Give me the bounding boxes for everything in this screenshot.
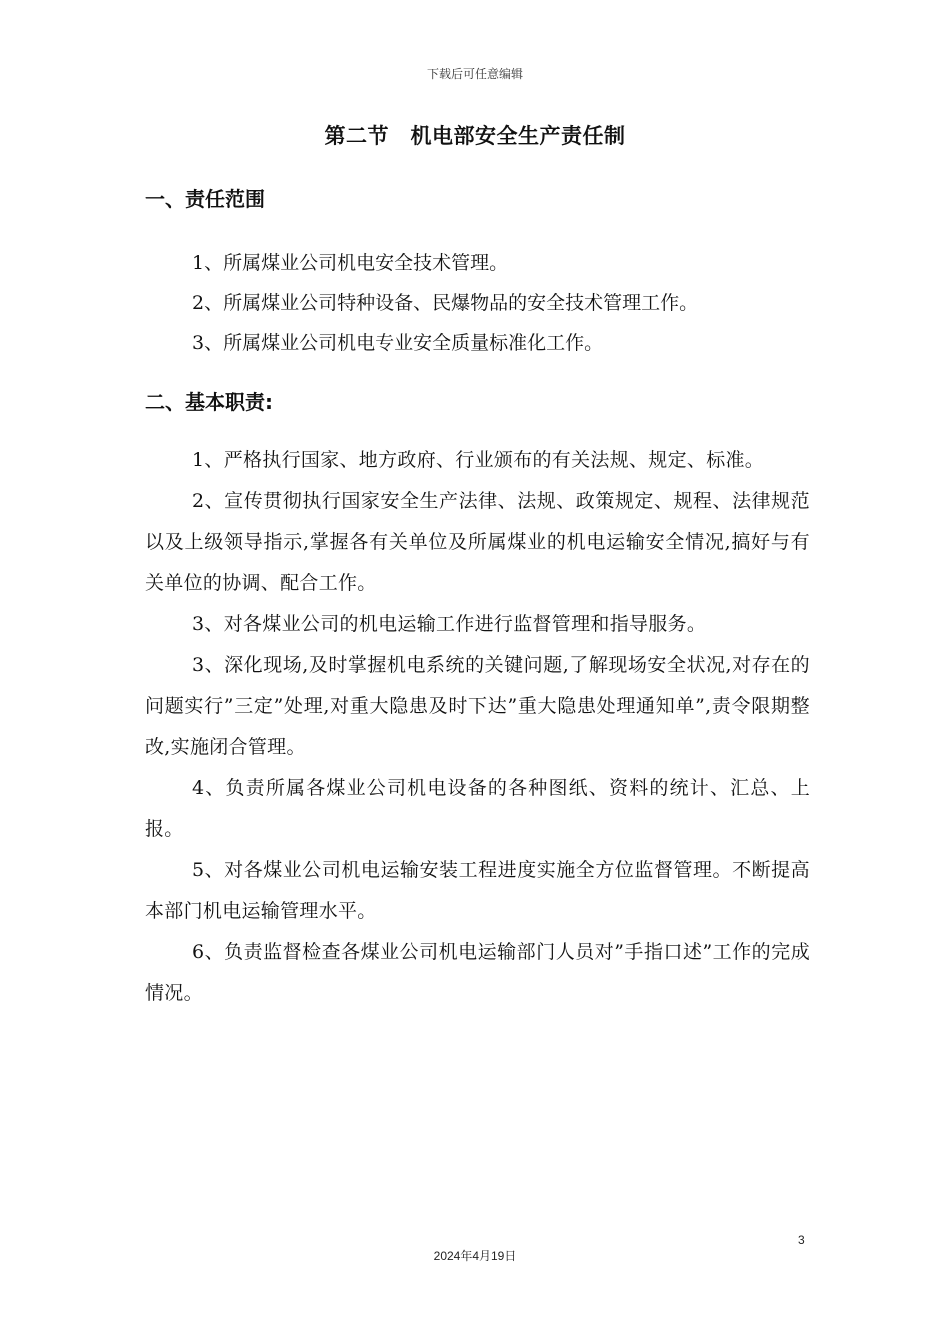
scope-item: 2、所属煤业公司特种设备、民爆物品的安全技术管理工作。 <box>192 292 699 314</box>
duty-list <box>145 440 810 1014</box>
scope-item: 1、所属煤业公司机电安全技术管理。 <box>192 252 509 274</box>
scope-list <box>145 243 815 363</box>
duty-item: 6、负责监督检查各煤业公司机电运输部门人员对”手指口述”工作的完成情况。 <box>145 941 810 1004</box>
document-title: 第二节 机电部安全生产责任制 <box>324 124 626 148</box>
duty-item: 4、负责所属各煤业公司机电设备的各种图纸、资料的统计、汇总、上报。 <box>145 777 810 840</box>
footer-date: 2024年4月19日 <box>433 1249 517 1263</box>
section-heading-duties: 二、基本职责: <box>145 390 273 414</box>
header-note: 下载后可任意编辑 <box>426 67 523 81</box>
page-number: 3 <box>798 1233 805 1247</box>
scope-item: 3、所属煤业公司机电专业安全质量标准化工作。 <box>192 332 604 354</box>
duty-item: 1、严格执行国家、地方政府、行业颁布的有关法规、规定、标准。 <box>192 449 765 471</box>
section-heading-scope: 一、责任范围 <box>145 187 265 211</box>
duty-item: 5、对各煤业公司机电运输安装工程进度实施全方位监督管理。不断提高本部门机电运输管理水平。 <box>145 859 810 922</box>
duty-item: 3、对各煤业公司的机电运输工作进行监督管理和指导服务。 <box>192 613 707 635</box>
duty-item: 3、深化现场,及时掌握机电系统的关键问题,了解现场安全状况,对存在的问题实行”三定”处理,对重大隐患及时下达”重大隐患处理通知单”,责令限期整改,实施闭合管理。 <box>145 654 810 758</box>
duty-item: 2、宣传贯彻执行国家安全生产法律、法规、政策规定、规程、法律规范以及上级领导指示,掌握各有关单位及所属煤业的机电运输安全情况,搞好与有关单位的协调、配合工作。 <box>145 490 810 594</box>
